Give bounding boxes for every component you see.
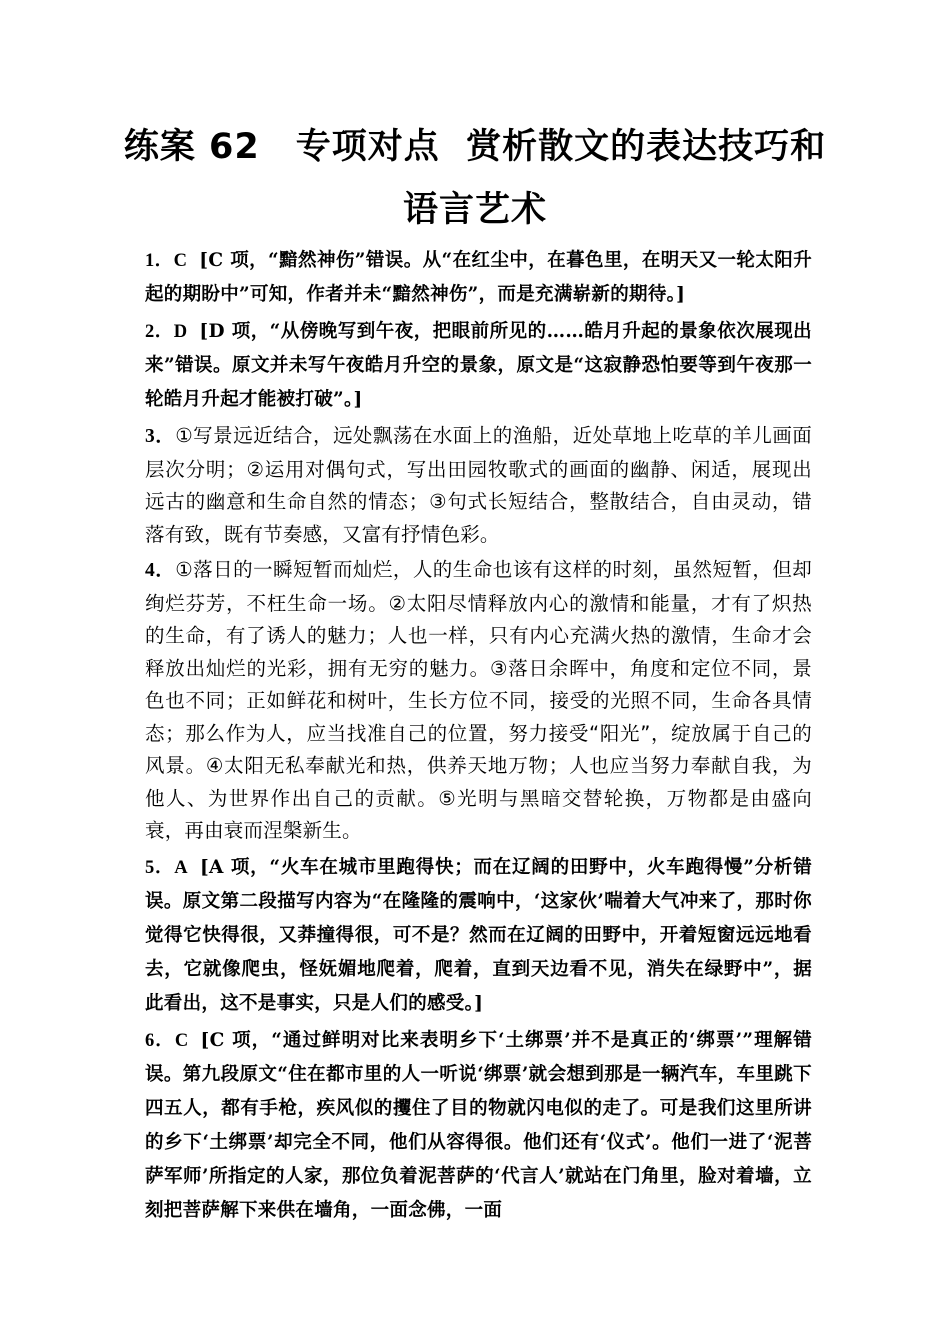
item-answer: A [174, 857, 188, 878]
item-explanation: ①落日的一瞬短暂而灿烂，人的生命也该有这样的时刻，虽然短暂，但却绚烂芬芳，不枉生命一场。②太阳尽情释放内心的激情和能量，才有了炽热的生命，有了诱人的魅力；人也一样，只有内心充满火热的激情，生命才会释放出灿烂的光彩，拥有无穷的魅力。③落日余晖中，角度和定位不同，景色也不同；正如鲜花和树叶，生长方位不同，接受的光照不同，生命各具情态；那么作为人，应当找准自己的位置，努力接受“阳光”，绽放属于自己的风景。④太阳无私奉献光和热，供养天地万物；人也应当努力奉献自我，为他人、为世界作出自己的贡献。⑤光明与黑暗交替轮换，万物都是由盛向衰，再由衰而涅槃新生。 [145, 558, 812, 842]
item-number: 1． [145, 251, 174, 271]
item-number: 2． [145, 322, 174, 342]
item-explanation: [C 项，“通过鲜明对比来表明乡下‘土绑票’并不是真正的‘绑票’”理解错误。第九段原文“住在都市里的人一听说‘绑票’就会想到那是一辆汽车，车里跳下四五人，都有手枪，疾风似的攫住了目的物就闪电似的走了。可是我们这里所讲的乡下‘土绑票’却完全不同，他们从容得很。他们还有‘仪式’。他们一进了‘泥菩萨军师’所指定的人家，那位负着泥菩萨的‘代言人’就站在门角里，脸对着墙，立刻把菩萨解下来供在墙角，一面念佛，一面 [145, 1029, 813, 1221]
answer-item-3 [145, 420, 812, 551]
answer-item-6 [145, 1024, 812, 1228]
page-title-line-2: 语言艺术 [402, 190, 547, 230]
item-explanation: ①写景远近结合，远处飘荡在水面上的渔船，近处草地上吃草的羊儿画面层次分明；②运用对偶句式，写出田园牧歌式的画面的幽静、闲适，展现出远古的幽意和生命自然的情态；③句式长短结合，整散结合，自由灵动，错落有致，既有节奏感，又富有抒情色彩。 [145, 424, 812, 546]
answer-list [145, 244, 812, 1228]
item-number: 6． [145, 1030, 175, 1051]
answer-item-1 [145, 244, 812, 312]
answer-item-2 [145, 315, 812, 417]
item-explanation: [A 项，“火车在城市里跑得快；而在辽阔的田野中，火车跑得慢”分析错误。原文第二段描写内容为“在隆隆的震响中，‘这家伙’喘着大气冲来了，那时你觉得它快得很，又莽撞得很，可不是？然而在辽阔的田野中，开着短窗远远地看去，它就像爬虫，怪妩媚地爬着，爬着，直到天边看不见，消失在绿野中”，据此看出，这不是事实，只是人们的感受。] [145, 856, 812, 1014]
answer-item-4 [145, 554, 812, 848]
item-explanation: [C 项，“黯然神伤”错误。从“在红尘中，在暮色里，在明天又一轮太阳升起的期盼中”可知，作者并未“黯然神伤”，而是充满崭新的期待。] [145, 250, 812, 305]
page-title-line-1: 练案 62 专项对点 赏析散文的表达技巧和 [123, 127, 827, 167]
item-explanation: [D 项，“从傍晚写到午夜，把眼前所见的……皓月升起的景象依次展现出来”错误。原文并未写午夜皓月升空的景象，原文是“这寂静恐怕要等到午夜那一轮皓月升起才能被打破”。] [145, 321, 812, 410]
item-number: 4． [145, 560, 176, 581]
item-answer: C [174, 1030, 189, 1051]
item-answer: C [173, 251, 188, 271]
answer-item-5 [145, 851, 812, 1021]
item-number: 5． [145, 857, 175, 878]
item-answer: D [173, 322, 188, 342]
item-number: 3． [145, 426, 176, 447]
